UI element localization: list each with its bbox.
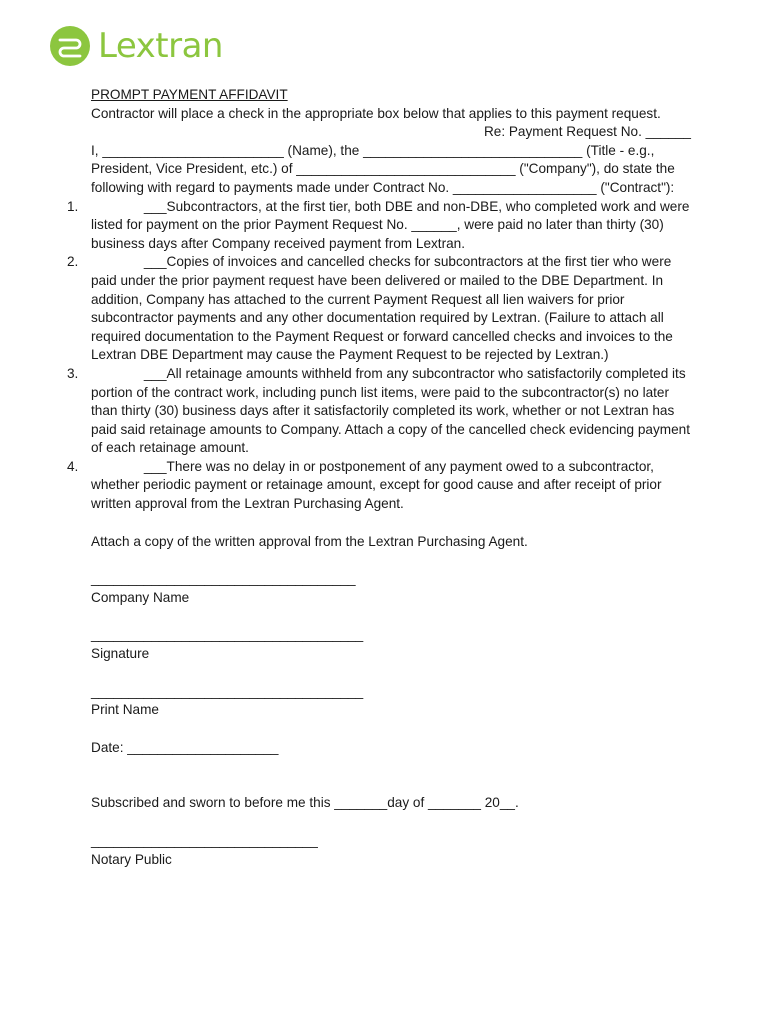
item-text: ___There was no delay in or postponement of any payment owed to a subcontractor, whether periodic payment or retainage amount, except for good cause and after receipt of prior written approval from the Lextran Purchasing Agent. — [91, 458, 662, 512]
item-number: 3. — [67, 365, 79, 381]
item-number: 1. — [67, 198, 79, 214]
item-number: 4. — [67, 458, 79, 474]
statement-paragraph: I, ________________________ (Name), the _____________________________ (Title - e.g., President, Vice President, etc.) of _____________________________ ("Company"), do state the following with regard to payments made under Contract No. ___________________ ("Contract"): — [91, 142, 675, 195]
signature-label: Signature — [91, 646, 150, 662]
print-name-label: Print Name — [91, 702, 159, 718]
item-text: ___Copies of invoices and cancelled checks for subcontractors at the first tier who were paid under the prior payment request have been delivered or mailed to the DBE Department. In addition, Company has attached to the current Payment Request all lien waivers for prior subcontractor payments and any other documentation required by Lextran. (Failure to attach all required documentation to the Payment Request or forward cancelled checks and invoices to the Lextran DBE Department may cause the Payment Request to be rejected by Lextran.) — [91, 254, 673, 363]
list-item — [67, 198, 691, 254]
notary-line: ______________________________ — [91, 833, 318, 848]
document-title: PROMPT PAYMENT AFFIDAVIT — [91, 87, 288, 102]
print-name-line: ____________________________________ — [91, 683, 364, 699]
attach-note: Attach a copy of the written approval from the Lextran Purchasing Agent. — [91, 533, 528, 549]
signature-line: ____________________________________ — [91, 627, 364, 643]
notary-label: Notary Public — [91, 851, 172, 867]
payment-request-line: Re: Payment Request No. ______ — [483, 124, 691, 140]
date-line: Date: ____________________ — [91, 739, 279, 755]
item-text: ___Subcontractors, at the first tier, both DBE and non-DBE, who completed work and were listed for payment on the prior Payment Request No. ______, were paid no later than thirty (30) business days after Company received payment from Lextran. — [91, 198, 690, 251]
sworn-statement: Subscribed and sworn to before me this _______day of _______ 20__. — [91, 795, 519, 811]
lextran-logo-wordmark: Lextran — [98, 26, 223, 66]
company-name-line: ___________________________________ — [91, 571, 356, 587]
intro-paragraph: Contractor will place a check in the appropriate box below that applies to this payment request. — [91, 105, 661, 121]
lextran-logo-icon — [50, 26, 90, 66]
list-item — [67, 253, 691, 365]
item-text: ___All retainage amounts withheld from any subcontractor who satisfactorily completed its portion of the contract work, including punch list items, were paid to the subcontractor(s) no later than thirty (30) business days after it satisfactorily completed its work, whether or not Lextran has paid said retainage amounts to Company. Attach a copy of the cancelled check evidencing payment of each retainage amount. — [91, 365, 690, 456]
item-number: 2. — [67, 254, 79, 270]
list-item — [67, 365, 691, 458]
list-item — [67, 458, 691, 514]
company-name-label: Company Name — [91, 589, 190, 605]
affidavit-document — [67, 86, 691, 869]
